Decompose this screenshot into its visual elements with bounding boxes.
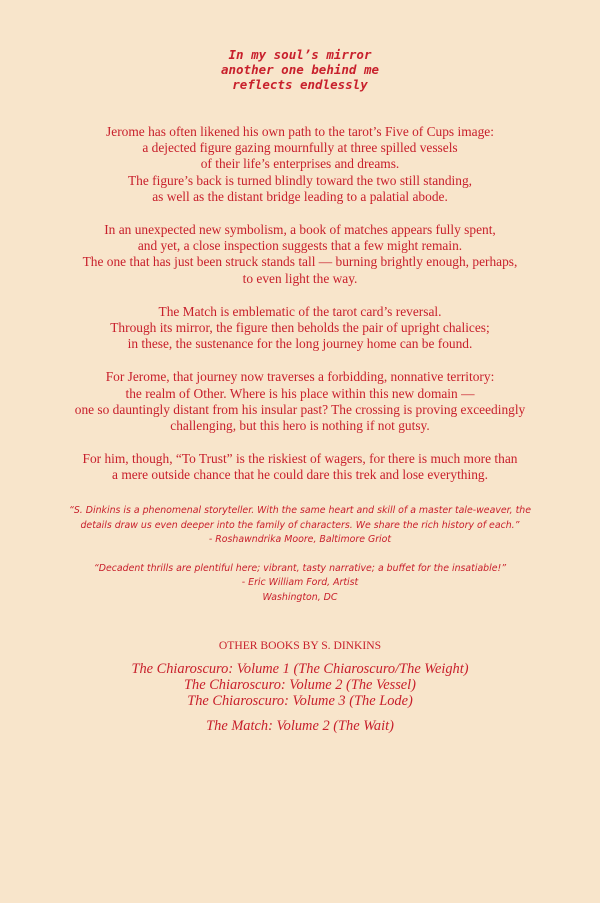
synopsis-line: in these, the sustenance for the long journey home can be found. [127,336,473,352]
synopsis-line: of their life’s enterprises and dreams. [200,156,400,172]
book-list-spacer [0,709,600,718]
synopsis-line: For Jerome, that journey now traverses a forbidding, nonnative territory: [105,369,495,385]
synopsis-line: For him, though, “To Trust” is the riskiest of wagers, for there is much more than [82,451,518,467]
quote-text-line: “S. Dinkins is a phenomenal storyteller. With the same heart and skill of a master tale-weaver, the [69,505,531,516]
synopsis-line: the realm of Other. Where is his place within this new domain — [125,385,475,401]
quote-attribution-location: Washington, DC [262,591,338,603]
synopsis-paragraph-3 [0,304,600,353]
synopsis-line: Through its mirror, the figure then beholds the pair of upright chalices; [110,320,490,336]
book-title: The Chiaroscuro: Volume 2 (The Vessel) [184,677,416,693]
haiku-line: reflects endlessly [232,77,368,92]
synopsis [0,124,600,501]
other-books [0,639,600,734]
synopsis-line: and yet, a close inspection suggests that a few might remain. [137,238,463,254]
book-title: The Chiaroscuro: Volume 1 (The Chiaroscuro/The Weight) [131,661,469,677]
synopsis-paragraph-1 [0,124,600,205]
haiku-line: another one behind me [220,62,380,77]
review-quote-1 [0,504,600,548]
synopsis-line: one so dauntingly distant from his insular past? The crossing is proving exceedingly [74,401,526,417]
synopsis-line: challenging, but this hero is nothing if not gutsy. [170,418,430,434]
synopsis-line: The Match is emblematic of the tarot card’s reversal. [158,303,442,319]
quote-attribution: - Eric William Ford, Artist [241,577,359,589]
synopsis-paragraph-5 [0,451,600,483]
synopsis-line: The figure’s back is turned blindly toward the two still standing, [127,172,472,188]
synopsis-line: a dejected figure gazing mournfully at three spilled vessels [142,140,458,156]
other-books-heading: OTHER BOOKS BY S. DINKINS [218,639,382,652]
synopsis-line: as well as the distant bridge leading to a palatial abode. [152,188,448,204]
synopsis-line: In an unexpected new symbolism, a book of matches appears fully spent, [104,222,496,238]
review-quote-2 [0,562,600,606]
synopsis-paragraph-2 [0,222,600,287]
haiku-line: In my soul’s mirror [228,47,372,62]
synopsis-line: a mere outside chance that he could dare this trek and lose everything. [112,467,488,483]
quote-text-line: “Decadent thrills are plentiful here; vibrant, tasty narrative; a buffet for the insatiable!” [93,562,507,574]
review-quotes [0,504,600,620]
haiku [0,47,600,92]
quote-text-line: details draw us even deeper into the family of characters. We share the rich history of each.” [80,519,520,531]
book-title: The Match: Volume 2 (The Wait) [206,718,394,734]
synopsis-line: Jerome has often likened his own path to the tarot’s Five of Cups image: [106,124,494,139]
synopsis-line: to even light the way. [242,270,358,286]
quote-attribution: - Roshawndrika Moore, Baltimore Griot [208,534,392,546]
book-title: The Chiaroscuro: Volume 3 (The Lode) [187,693,413,709]
synopsis-paragraph-4 [0,369,600,434]
synopsis-line: The one that has just been struck stands tall — burning brightly enough, perhaps, [82,254,518,270]
